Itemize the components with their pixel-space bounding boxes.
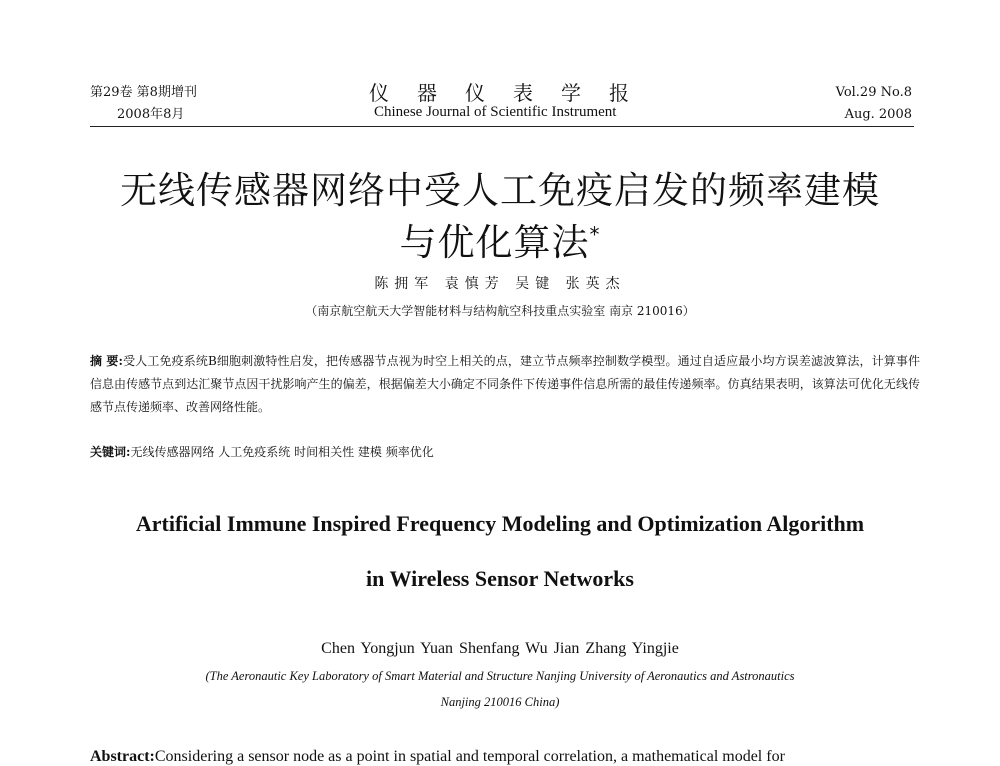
authors-en: Chen Yongjun Yuan Shenfang Wu Jian Zhang Yingjie — [321, 640, 679, 657]
keywords-cn-text: 无线传感器网络 人工免疫系统 时间相关性 建模 频率优化 — [130, 445, 434, 459]
header-date-en: Aug. 2008 — [844, 107, 912, 122]
journal-name-en: Chinese Journal of Scientific Instrument — [374, 104, 617, 120]
header-volume-en: Vol.29 No.8 — [835, 85, 912, 100]
abstract-en — [90, 748, 920, 766]
affiliation-en-line2: Nanjing 210016 China) — [440, 695, 560, 709]
title-en-line1: Artificial Immune Inspired Frequency Modeling and Optimization Algorithm — [135, 511, 865, 536]
header-rule — [90, 126, 914, 127]
title-en-line2: in Wireless Sensor Networks — [366, 566, 634, 591]
keywords-cn — [90, 441, 920, 464]
abstract-en-label: Abstract: — [90, 748, 155, 765]
authors-cn: 陈拥军 袁慎芳 吴键 张英杰 — [374, 276, 626, 292]
header-volume-cn: 第29卷 第8期增刊 — [90, 85, 197, 100]
header-date-cn: 2008年8月 — [117, 107, 185, 122]
title-footnote-mark: * — [589, 222, 601, 247]
title-cn-line2: 与优化算法 — [399, 221, 590, 264]
abstract-en-text: Considering a sensor node as a point in spatial and temporal correlation, a mathematical model for — [154, 748, 785, 765]
affiliation-en-line1: (The Aeronautic Key Laboratory of Smart Material and Structure Nanjing University of Aeronautics and Astronautics — [205, 669, 795, 683]
title-cn-line2-wrap — [0, 212, 1000, 266]
abstract-cn — [90, 350, 920, 419]
abstract-cn-text: 受人工免疫系统B细胞刺激特性启发，把传感器节点视为时空上相关的点，建立节点频率控制数学模型。通过自适应最小均方误差滤波算法，计算事件信息由传感节点到达汇聚节点因干扰影响产生的偏差，根据偏差大小确定不同条件下传递事件信息所需的最佳传递频率。仿真结果表明，该算法可优化无线传感节点传递频率、改善网络性能。 — [90, 354, 920, 414]
affiliation-cn: （南京航空航天大学智能材料与结构航空科技重点实验室 南京 210016） — [305, 304, 695, 318]
abstract-cn-label: 摘 要: — [90, 354, 123, 368]
title-cn-line1: 无线传感器网络中受人工免疫启发的频率建模 — [120, 169, 880, 212]
keywords-cn-label: 关键词: — [90, 445, 131, 459]
journal-name-cn: 仪器仪表学报 — [369, 81, 657, 105]
